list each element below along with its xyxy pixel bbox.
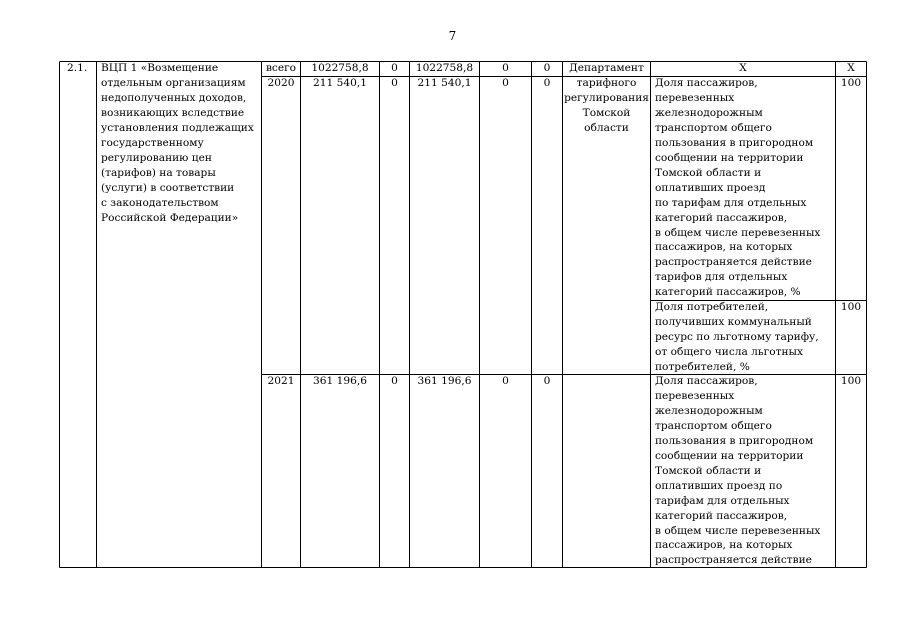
period-label-2020: 2020 [267,77,295,89]
executor-line: Томской [582,106,631,119]
indicator-line: Томской области и [655,166,762,179]
indicator-line: ресурс по льготному тарифу, [655,330,819,343]
indicator-line: железнодорожным [655,106,763,119]
program-line: Российской Федерации» [101,211,239,224]
program-line: регулированию цен [101,151,212,164]
indicator-line: Доля потребителей, [655,301,769,313]
indicator-name-total: Х [739,62,747,74]
indicator-line: потребителей, % [655,360,750,373]
indicator-value: 100 [840,301,862,313]
indicator-name [655,300,819,375]
program-line: отдельным организациям [101,76,246,89]
executor-line: области [584,121,629,134]
indicator-value: 100 [840,77,862,89]
amount-regional: 211 540,1 [417,77,472,89]
amount-total: 361 196,6 [313,375,367,387]
executor-line: тарифного [576,76,637,89]
amount-total: 1022758,8 [311,62,369,74]
indicator-line: пользования в пригородном [655,136,814,149]
indicator-line: тарифам для отдельных [655,494,790,507]
amount-federal: 0 [391,375,398,387]
program-line: с законодательством [101,196,219,209]
amount-federal: 0 [391,77,398,89]
indicator-line: пользования в пригородном [655,434,814,447]
indicator-line: транспортом общего [655,419,772,432]
amount-regional: 1022758,8 [415,62,474,74]
indicator-value-total: Х [847,62,855,74]
executor-line: регулирования [564,91,649,104]
period-label-2021: 2021 [267,375,295,387]
indicator-line: Доля пассажиров, [655,77,758,89]
indicator-line: оплативших проезд по [655,479,783,492]
indicator-line: категорий пассажиров, [655,211,788,224]
indicator-line: категорий пассажиров, % [655,286,801,299]
indicator-line: получивших коммунальный [655,315,812,328]
indicator-name [655,374,820,568]
indicator-line: тарифов для отдельных [655,271,788,284]
amount-total: 211 540,1 [313,77,367,89]
indicator-line: железнодорожным [655,404,763,417]
amount-extra: 0 [543,77,551,89]
indicator-line: в общем числе перевезенных [655,226,821,239]
indicator-line: распространяется действие [655,554,812,567]
amount-local: 0 [502,77,509,89]
indicator-line: Томской области и [655,464,762,477]
amount-regional: 361 196,6 [417,375,472,387]
indicator-line: сообщении на территории [655,151,804,164]
program-line: недополученных доходов, [101,91,247,104]
indicator-line: пассажиров, на которых [655,241,793,254]
indicator-name [655,76,820,300]
indicator-line: распространяется действие [655,256,812,269]
program-line: (услуги) в соответствии [101,181,235,194]
program-name [101,61,254,225]
indicator-line: категорий пассажиров, [655,509,788,522]
page-number: 7 [448,29,457,43]
indicator-line: в общем числе перевезенных [655,524,821,537]
indicator-line: перевезенных [655,91,735,104]
indicator-line: перевезенных [655,389,735,402]
indicator-line: по тарифам для отдельных [655,196,807,209]
amount-extra: 0 [543,62,551,74]
program-line: (тарифов) на товары [101,166,216,179]
amount-local: 0 [502,62,509,74]
executor [563,61,650,136]
indicator-line: оплативших проезд [655,181,766,194]
amount-extra: 0 [543,375,551,387]
indicator-line: пассажиров, на которых [655,539,793,552]
indicator-line: Доля пассажиров, [655,375,758,387]
indicator-value: 100 [840,375,862,387]
indicator-line: сообщении на территории [655,449,804,462]
program-line: возникающих вследствие [101,106,245,119]
program-line: государственному [101,136,204,149]
row-index: 2.1. [67,62,88,74]
amount-local: 0 [502,375,509,387]
program-line: ВЦП 1 «Возмещение [101,62,219,74]
indicator-line: транспортом общего [655,121,772,134]
period-label-total: всего [265,62,297,74]
executor-line: Департамент [569,62,644,74]
amount-federal: 0 [391,62,398,74]
program-line: установления подлежащих [101,121,254,134]
indicator-line: от общего числа льготных [655,345,803,358]
